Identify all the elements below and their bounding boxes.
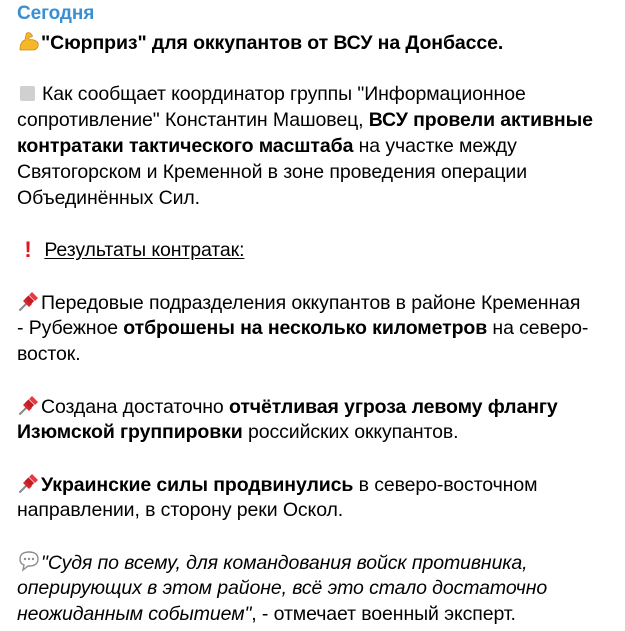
spacer bbox=[17, 367, 615, 393]
item3-text-1b: в северо-восточном bbox=[353, 474, 538, 496]
intro-line-2 bbox=[17, 107, 615, 133]
item1-line-2 bbox=[17, 315, 615, 341]
item1-line-1 bbox=[17, 289, 615, 315]
quote-line-2 bbox=[17, 575, 615, 601]
intro-line-1 bbox=[17, 81, 615, 107]
channel-name[interactable]: Сегодня bbox=[17, 3, 95, 24]
intro-text-2a: сопротивление" Константин Машовец, bbox=[17, 109, 369, 131]
item3-bold-1a: Украинские силы продвинулись bbox=[41, 474, 354, 496]
item3-text-2: направлении, в сторону реки Оскол. bbox=[17, 499, 344, 521]
quote-text-3a: неожиданным событием" bbox=[17, 603, 252, 625]
quote-text-1: "Судя по всему, для командования войск противника, bbox=[41, 552, 528, 574]
item1-text-2c: на северо- bbox=[487, 317, 589, 339]
quote-text-2: оперирующих в этом районе, всё это стало достаточно bbox=[17, 577, 548, 599]
spacer bbox=[17, 523, 615, 549]
item2-text-2b: российских оккупантов. bbox=[242, 421, 459, 443]
item1-bold-2b: отброшены на несколько километров bbox=[123, 317, 488, 339]
red-exclamation-icon: ! bbox=[24, 237, 32, 262]
spacer bbox=[17, 211, 615, 237]
spacer bbox=[17, 55, 615, 81]
item2-bold-2a: Изюмской группировки bbox=[17, 421, 243, 443]
item3-line-2 bbox=[17, 497, 615, 523]
gray-square-icon bbox=[20, 86, 35, 101]
intro-bold-2b: ВСУ провели активные bbox=[368, 109, 593, 131]
item1-text-1: Передовые подразделения оккупантов в районе Кременная bbox=[41, 292, 581, 314]
intro-text-4: Святогорском и Кременной в зоне проведения операции bbox=[17, 161, 528, 183]
spacer bbox=[17, 263, 615, 289]
item2-line-1 bbox=[17, 393, 615, 419]
quote-line-1 bbox=[17, 549, 615, 575]
intro-text-1: Как сообщает координатор группы "Информационное bbox=[42, 83, 526, 105]
results-heading bbox=[17, 237, 615, 263]
quote-text-3b: , - отмечает военный эксперт. bbox=[251, 603, 516, 625]
post-title bbox=[17, 29, 615, 55]
intro-text-5: Объединённых Сил. bbox=[17, 187, 200, 209]
results-heading-text: Результаты контратак: bbox=[44, 239, 245, 261]
spacer bbox=[17, 445, 615, 471]
item1-text-2a: - Рубежное bbox=[17, 317, 124, 339]
item2-text-1a: Создана достаточно bbox=[41, 396, 229, 418]
item1-text-3: восток. bbox=[17, 343, 81, 365]
intro-line-5 bbox=[17, 185, 615, 211]
title-text: "Сюрприз" для оккупантов от ВСУ на Донбассе. bbox=[41, 32, 504, 54]
intro-text-3b: на участке между bbox=[353, 135, 517, 157]
item1-line-3 bbox=[17, 341, 615, 367]
intro-line-3 bbox=[17, 133, 615, 159]
intro-line-4 bbox=[17, 159, 615, 185]
item2-bold-1b: отчётливая угроза левому флангу bbox=[229, 396, 558, 418]
intro-bold-3a: контратаки тактического масштаба bbox=[17, 135, 354, 157]
item3-line-1 bbox=[17, 471, 615, 497]
quote-line-3 bbox=[17, 601, 615, 627]
flexed-biceps-icon bbox=[17, 29, 41, 60]
item2-line-2 bbox=[17, 419, 615, 445]
